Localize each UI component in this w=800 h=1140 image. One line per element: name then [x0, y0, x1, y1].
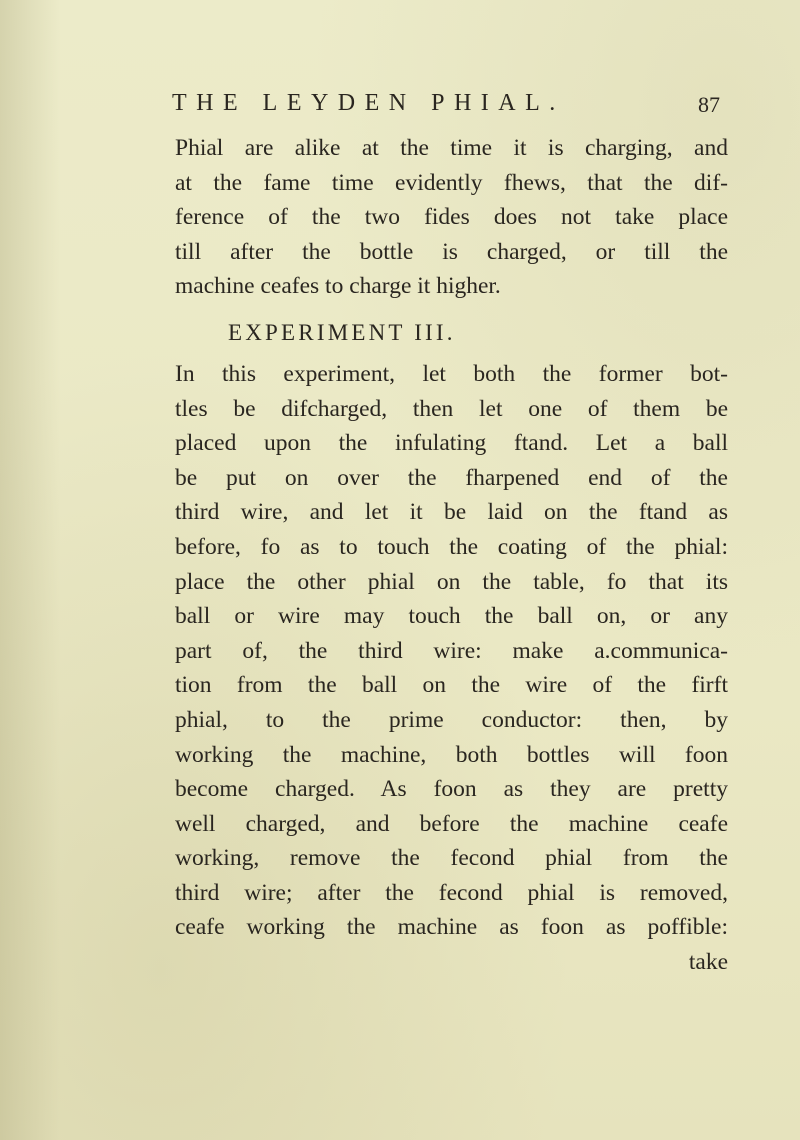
- page-gutter-shadow: [0, 0, 60, 1140]
- text-line: ceafe working the machine as foon as poffible:: [175, 914, 728, 941]
- running-head: [172, 90, 720, 124]
- text-line: Phial are alike at the time it is charging, and: [175, 135, 728, 161]
- body-text: [175, 131, 728, 980]
- text-line: place the other phial on the table, fo that its: [175, 568, 728, 595]
- text-line: tles be difcharged, then let one of them be: [175, 395, 728, 422]
- text-line: placed upon the infulating ftand. Let a ball: [175, 430, 728, 457]
- text-line: tion from the ball on the wire of the firft: [175, 672, 728, 699]
- paragraph-1: [175, 131, 728, 304]
- text-line: working the machine, both bottles will foon: [175, 741, 728, 768]
- text-line: third wire, and let it be laid on the ftand as: [175, 499, 728, 526]
- text-line: be put on over the fharpened end of the: [175, 464, 728, 491]
- text-line: third wire; after the fecond phial is removed,: [175, 879, 728, 906]
- text-line: at the fame time evidently fhews, that the dif-: [175, 169, 728, 196]
- catchword: take: [688, 949, 728, 976]
- running-title: THE LEYDEN PHIAL.: [172, 90, 565, 116]
- text-line: working, remove the fecond phial from the: [175, 845, 728, 872]
- text-line: ference of the two fides does not take place: [175, 204, 728, 231]
- text-line: machine ceafes to charge it higher.: [175, 273, 501, 300]
- paragraph-2: [175, 357, 728, 945]
- text-line: phial, to the prime conductor: then, by: [175, 706, 728, 733]
- text-line: become charged. As foon as they are pretty: [175, 776, 728, 803]
- page-number: 87: [698, 92, 720, 117]
- text-line: before, fo as to touch the coating of the phial:: [175, 533, 728, 560]
- text-line: till after the bottle is charged, or till the: [175, 238, 728, 265]
- text-line: part of, the third wire: make a.communica-: [175, 637, 728, 664]
- text-line: In this experiment, let both the former bot-: [175, 360, 728, 387]
- text-line: well charged, and before the machine ceafe: [175, 810, 728, 837]
- section-heading: EXPERIMENT III.: [228, 319, 456, 345]
- text-line: ball or wire may touch the ball on, or any: [175, 603, 728, 630]
